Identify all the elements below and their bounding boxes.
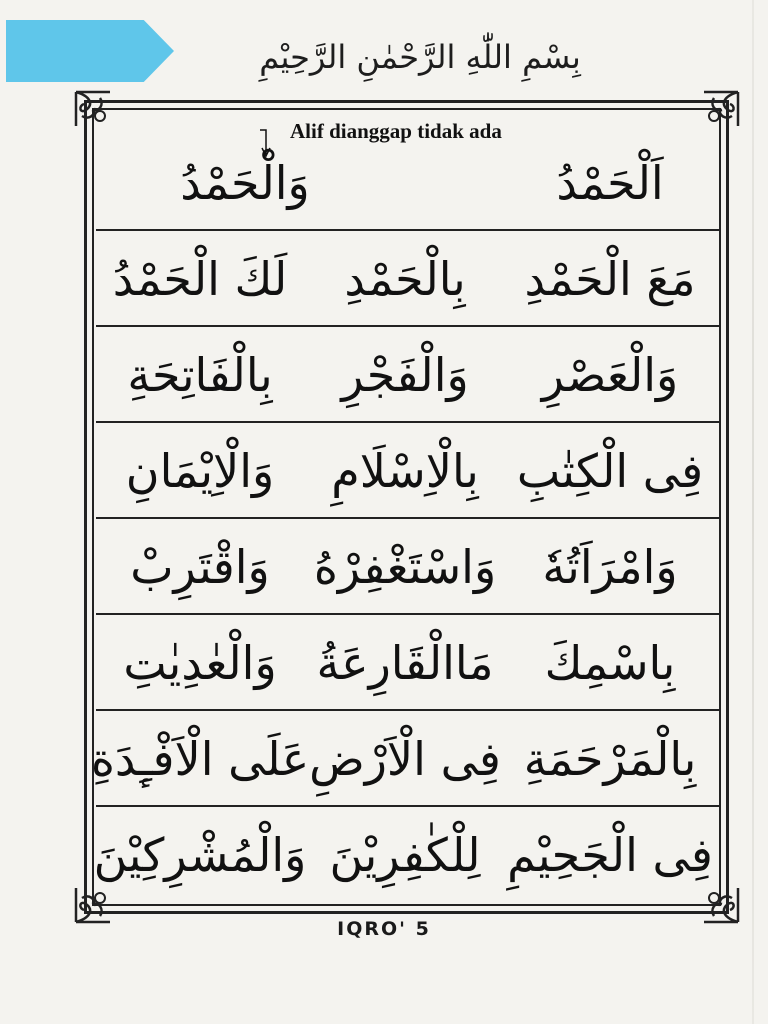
arabic-word: وَامْرَاَتُهٗ xyxy=(542,540,678,594)
arabic-word: وَالْمُشْرِكِيْنَ xyxy=(93,828,307,882)
arabic-word: لَكَ الْحَمْدُ xyxy=(112,252,288,306)
arabic-word: بِالْاِسْلَامِ xyxy=(331,444,479,498)
table-row xyxy=(96,519,720,615)
table-row xyxy=(96,135,720,231)
table-row xyxy=(96,231,720,327)
page-edge xyxy=(752,0,754,1024)
arabic-word: فِى الْجَحِيْمِ xyxy=(507,828,713,882)
ornament-corner-top-right-icon xyxy=(698,86,744,132)
arabic-word: بِالْمَرْحَمَةِ xyxy=(523,732,697,786)
table-row xyxy=(93,807,720,903)
arabic-word: لِلْكٰفِرِيْنَ xyxy=(329,828,481,882)
table-row xyxy=(96,423,720,519)
arabic-word: وَاسْتَغْفِرْهُ xyxy=(313,540,497,594)
book-level-label: IQRO' 5 xyxy=(337,918,431,940)
arabic-word: وَالْحَمْدُ xyxy=(180,156,310,210)
arabic-word: فِى الْكِتٰبِ xyxy=(516,444,704,498)
arabic-word: وَاقْتَرِبْ xyxy=(130,540,270,594)
table-row xyxy=(96,327,720,423)
arabic-word: اَلْحَمْدُ xyxy=(556,156,664,210)
arabic-word: وَالْاِيْمَانِ xyxy=(125,444,275,498)
bookmark-tab xyxy=(6,20,174,82)
arabic-word: عَلَى الْاَفْـِٕدَةِ xyxy=(90,732,310,786)
arabic-word: وَالْعٰدِيٰتِ xyxy=(123,636,277,690)
arabic-word: بِالْفَاتِحَةِ xyxy=(127,348,273,402)
arabic-word: مَعَ الْحَمْدِ xyxy=(524,252,696,306)
ornament-corner-top-left-icon xyxy=(70,86,116,132)
arabic-word: وَالْعَصْرِ xyxy=(541,348,679,402)
basmala-heading: بِسْمِ اللّٰهِ الرَّحْمٰنِ الرَّحِيْمِ xyxy=(259,38,581,76)
alif-note: Alif dianggap tidak ada xyxy=(290,119,502,143)
arabic-word: بِاسْمِكَ xyxy=(544,636,676,690)
arabic-word: بِالْحَمْدِ xyxy=(344,252,466,306)
arabic-word: مَاالْقَارِعَةُ xyxy=(316,636,494,690)
reading-table xyxy=(90,135,720,903)
table-row xyxy=(96,615,720,711)
arabic-word: فِى الْاَرْضِ xyxy=(309,732,501,786)
arabic-word: وَالْفَجْرِ xyxy=(341,348,469,402)
table-row xyxy=(90,711,720,807)
